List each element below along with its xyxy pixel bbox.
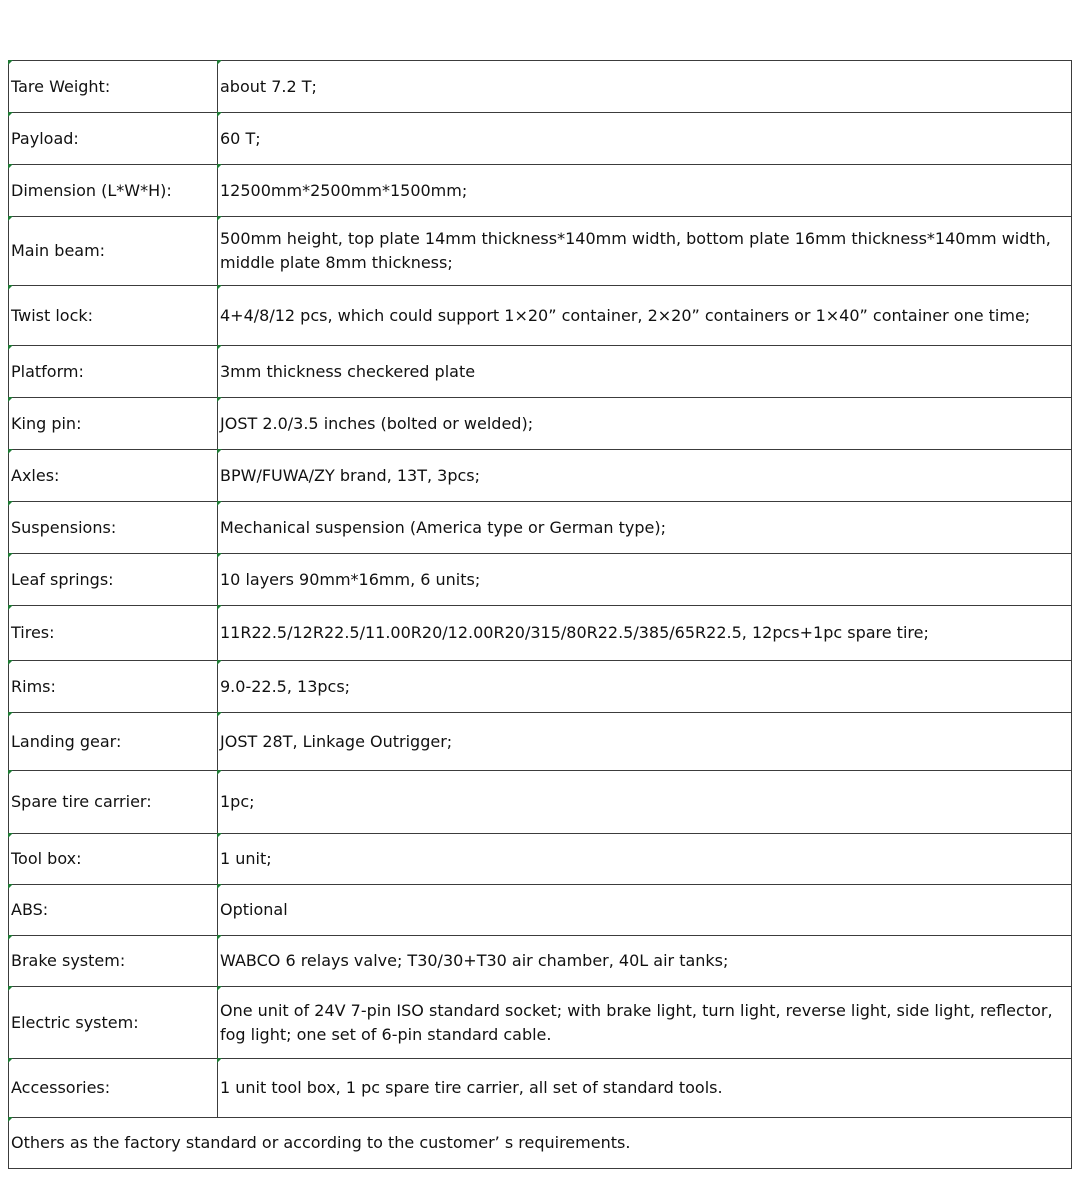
spec-table xyxy=(8,60,1072,1169)
spec-label: Landing gear: xyxy=(9,713,218,771)
spec-row xyxy=(9,834,1072,885)
spec-row xyxy=(9,113,1072,165)
spec-value: 1 unit; xyxy=(218,834,1072,885)
spec-value: 60 T; xyxy=(218,113,1072,165)
spec-value: 11R22.5/12R22.5/11.00R20/12.00R20/315/80R22.5/385/65R22.5, 12pcs+1pc spare tire; xyxy=(218,606,1072,661)
spec-row xyxy=(9,450,1072,502)
spec-row xyxy=(9,217,1072,286)
spec-value: 9.0-22.5, 13pcs; xyxy=(218,661,1072,713)
spec-label: Payload: xyxy=(9,113,218,165)
spec-label: Dimension (L*W*H): xyxy=(9,165,218,217)
spec-row xyxy=(9,346,1072,398)
spec-value: 500mm height, top plate 14mm thickness*140mm width, bottom plate 16mm thickness*140mm width, middle plate 8mm thickness; xyxy=(218,217,1072,286)
spec-row xyxy=(9,502,1072,554)
spec-row xyxy=(9,771,1072,834)
spec-label: Leaf springs: xyxy=(9,554,218,606)
spec-value: WABCO 6 relays valve; T30/30+T30 air chamber, 40L air tanks; xyxy=(218,936,1072,987)
spec-row xyxy=(9,165,1072,217)
spec-row xyxy=(9,713,1072,771)
spec-label: Main beam: xyxy=(9,217,218,286)
spec-value: Optional xyxy=(218,885,1072,936)
spec-value: 12500mm*2500mm*1500mm; xyxy=(218,165,1072,217)
spec-value: about 7.2 T; xyxy=(218,61,1072,113)
spec-label: Accessories: xyxy=(9,1059,218,1118)
spec-label: Spare tire carrier: xyxy=(9,771,218,834)
spec-row xyxy=(9,61,1072,113)
spec-label: Tires: xyxy=(9,606,218,661)
spec-value: 4+4/8/12 pcs, which could support 1×20” container, 2×20” containers or 1×40” container one time; xyxy=(218,286,1072,346)
spec-value: 10 layers 90mm*16mm, 6 units; xyxy=(218,554,1072,606)
spec-label: Platform: xyxy=(9,346,218,398)
spec-table-body xyxy=(9,61,1072,1169)
spec-value: Mechanical suspension (America type or German type); xyxy=(218,502,1072,554)
spec-row xyxy=(9,1059,1072,1118)
spec-row xyxy=(9,606,1072,661)
spec-row xyxy=(9,398,1072,450)
spec-label: Brake system: xyxy=(9,936,218,987)
spec-row xyxy=(9,936,1072,987)
spec-label: Electric system: xyxy=(9,987,218,1059)
spec-label: ABS: xyxy=(9,885,218,936)
spec-row xyxy=(9,554,1072,606)
spec-label: King pin: xyxy=(9,398,218,450)
spec-row xyxy=(9,661,1072,713)
spec-value: 1pc; xyxy=(218,771,1072,834)
spec-row xyxy=(9,885,1072,936)
spec-label: Suspensions: xyxy=(9,502,218,554)
spec-label: Tare Weight: xyxy=(9,61,218,113)
spec-value: BPW/FUWA/ZY brand, 13T, 3pcs; xyxy=(218,450,1072,502)
spec-value: JOST 28T, Linkage Outrigger; xyxy=(218,713,1072,771)
footer-note: Others as the factory standard or according to the customer’ s requirements. xyxy=(9,1118,1072,1169)
spec-label: Tool box: xyxy=(9,834,218,885)
spec-value: JOST 2.0/3.5 inches (bolted or welded); xyxy=(218,398,1072,450)
spec-row xyxy=(9,987,1072,1059)
spec-value: 1 unit tool box, 1 pc spare tire carrier, all set of standard tools. xyxy=(218,1059,1072,1118)
spec-value: 3mm thickness checkered plate xyxy=(218,346,1072,398)
spec-label: Axles: xyxy=(9,450,218,502)
spec-value: One unit of 24V 7-pin ISO standard socket; with brake light, turn light, reverse light, side light, reflector, fog light; one set of 6-pin standard cable. xyxy=(218,987,1072,1059)
footer-row xyxy=(9,1118,1072,1169)
spec-label: Twist lock: xyxy=(9,286,218,346)
spec-row xyxy=(9,286,1072,346)
spec-label: Rims: xyxy=(9,661,218,713)
